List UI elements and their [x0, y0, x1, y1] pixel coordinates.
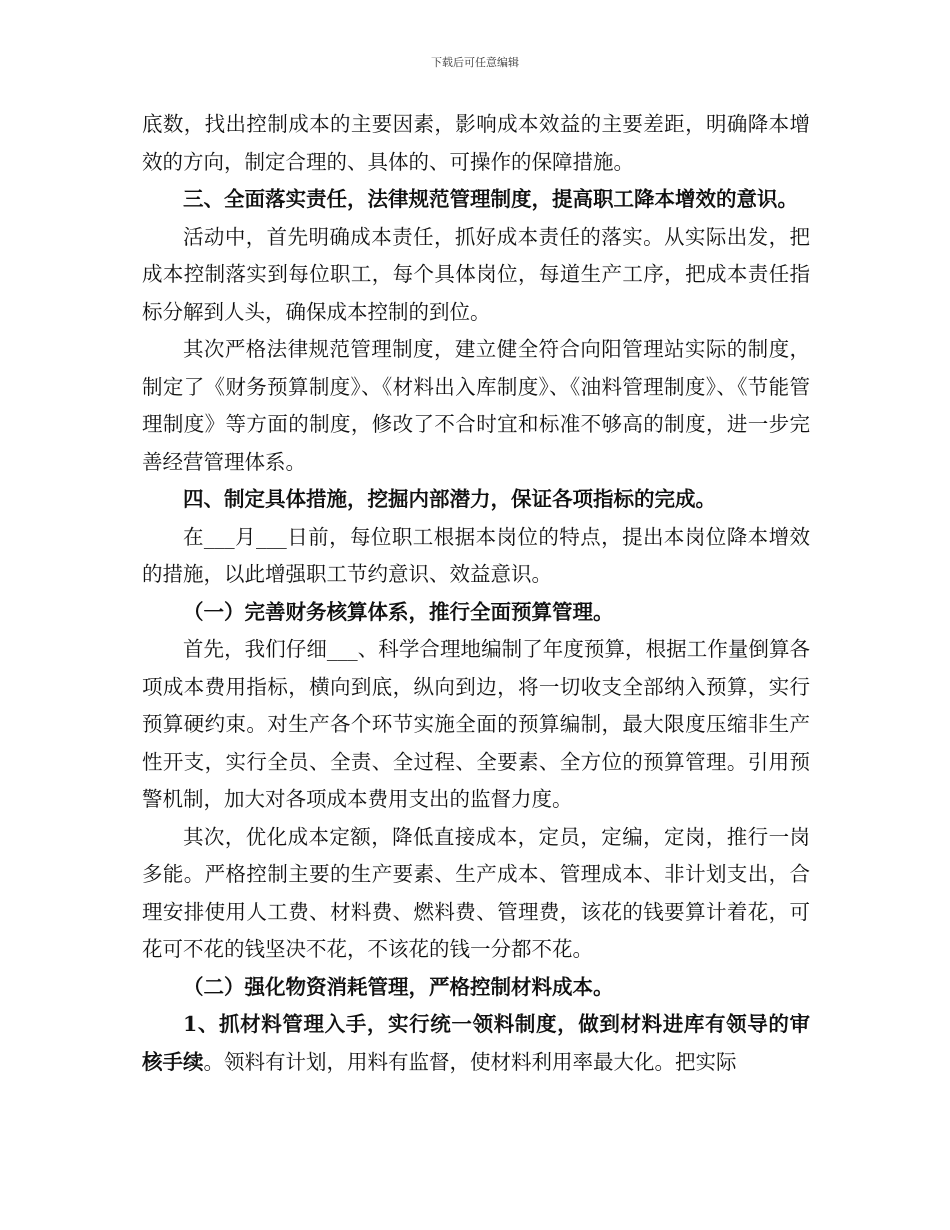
section-heading-3: 三、全面落实责任，法律规范管理制度，提高职工降本增效的意识。: [183, 187, 798, 211]
document-body: [142, 106, 810, 1081]
paragraph-mixed: [142, 1006, 810, 1081]
subsection-heading-1: （一）完善财务核算体系，推行全面预算管理。: [183, 599, 614, 624]
paragraph: 首先，我们仔细___、科学合理地编制了年度预算，根据工作量倒算各项成本费用指标，横向到底，纵向到边，将一切收支全部纳入预算，实行预算硬约束。对生产各个环节实施全面的预算编制，最大限度压缩非生产性开支，实行全员、全责、全过程、全要素、全方位的预算管理。引用预警机制，加大对各项成本费用支出的监督力度。: [142, 637, 810, 811]
section-heading-4: 四、制定具体措施，挖掘内部潜力，保证各项指标的完成。: [183, 487, 716, 511]
paragraph-rest: 。领料有计划，用料有监督，使材料利用率最大化。把实际: [203, 1049, 737, 1074]
paragraph-continuation: 底数，找出控制成本的主要因素，影响成本效益的主要差距，明确降本增效的方向，制定合理的、具体的、可操作的保障措施。: [142, 112, 810, 174]
paragraph: 在___月___日前，每位职工根据本岗位的特点，提出本岗位降本增效的措施，以此增强职工节约意识、效益意识。: [142, 524, 810, 586]
subsection-heading-2: （二）强化物资消耗管理，严格控制材料成本。: [183, 974, 614, 999]
paragraph: 活动中，首先明确成本责任，抓好成本责任的落实。从实际出发，把成本控制落实到每位职工，每个具体岗位，每道生产工序，把成本责任指标分解到人头，确保成本控制的到位。: [142, 224, 810, 324]
paragraph: 其次，优化成本定额，降低直接成本，定员，定编，定岗，推行一岗多能。严格控制主要的生产要素、生产成本、管理成本、非计划支出，合理安排使用人工费、材料费、燃料费、管理费，该花的钱要算计着花，可花可不花的钱坚决不花，不该花的钱一分都不花。: [142, 824, 810, 961]
page-header: 下载后可任意编辑: [431, 56, 519, 69]
paragraph-bold-lead: 1、抓材料管理入手，实行统一领料制度，做到材料进库有领导的审核手续: [142, 1012, 810, 1074]
paragraph: 其次严格法律规范管理制度，建立健全符合向阳管理站实际的制度，制定了《财务预算制度》、《材料出入库制度》、《油料管理制度》、《节能管理制度》等方面的制度，修改了不合时宜和标准不够高的制度，进一步完善经营管理体系。: [142, 337, 810, 474]
